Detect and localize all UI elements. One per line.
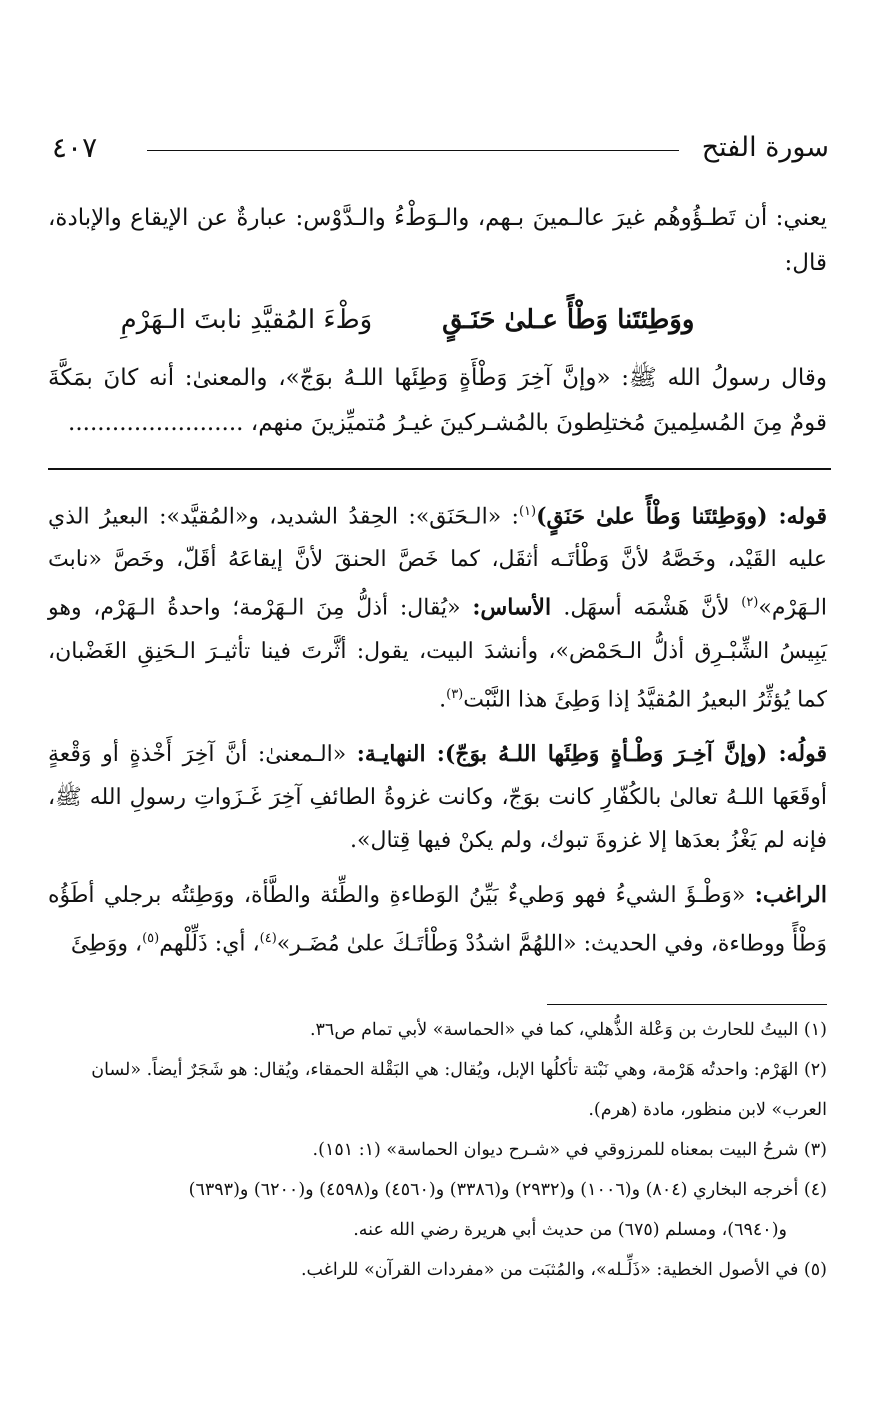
commentary-paragraph-3 bbox=[48, 874, 827, 965]
quote-lead: قولُه: (وإنَّ آخِـرَ وَطْـأةٍ وَطِئَها اللـهُ بوَجّ): bbox=[436, 740, 827, 767]
commentary-paragraph-1 bbox=[48, 490, 827, 721]
commentary-text: «يُقال: أذلُّ مِنَ الـهَرْمة؛ واحدةُ الـهَرْم، وهو يَبِيسُ الشِّبْـرِق أذلُّ الـحَمْض»، وأنشدَ البيت، يقول: أثَّرتَ فينا تأثيـرَ الـحَنِقِ الغَضْبان، كما يُؤثِّرُ البعيرُ المُقيَّدُ إذا وَطِئَ هذا النَّبْت bbox=[48, 595, 827, 712]
commentary bbox=[48, 490, 827, 977]
footnote-divider bbox=[547, 1004, 827, 1005]
commentary-text: «وَطْـؤَ الشيءُ فهو وَطيءٌ بَيِّنُ الوَطاءةِ والطِّئة والطَّأة، ووَطِئتُه برجلي أطَؤُه وَطْأً ووطاءة، وفي الحديث: «اللهُمَّ اشدُدْ وَطْأتَـكَ علىٰ مُضَـر» bbox=[48, 882, 827, 957]
footnote-ref: (٤) bbox=[259, 930, 277, 946]
footnotes bbox=[50, 1010, 827, 1290]
footnote-3: (٣) شرحُ البيت بمعناه للمرزوقي في «شـرح ديوان الحماسة» (١: ١٥١). bbox=[312, 1140, 827, 1160]
footnote-ref: (١) bbox=[518, 504, 537, 519]
verse-second-hemistich: وَطْءَ المُقيَّدِ نابتَ الـهَرْمِ bbox=[120, 305, 373, 335]
page-number: ٤٠٧ bbox=[52, 131, 98, 164]
commentary-text: . bbox=[439, 686, 447, 712]
commentary-paragraph-2 bbox=[48, 733, 827, 862]
footnote-ref: (٢) bbox=[741, 595, 759, 611]
commentary-text: ، ووَطِئَ bbox=[70, 931, 143, 957]
main-divider bbox=[48, 468, 831, 470]
footnote-2: (٢) الهَرْم: واحدتُه هَرْمة، وهي نَبْتة تأكلُها الإبل، ويُقال: هي البَقْلة الحمقاء، ويُقال: هو شَجَرٌ أيضاً. «لسان العرب» لابن منظور، مادة (هرم). bbox=[91, 1060, 827, 1120]
quote-lead: قوله: (ووَطِئتَنا وَطْأً علىٰ حَنَقٍ) bbox=[536, 503, 827, 530]
footnote-ref: (٣) bbox=[446, 686, 464, 702]
footnote-1: (١) البيتُ للحارث بن وَعْلة الذُّهلي، كما في «الحماسة» لأبي تمام ص٣٦. bbox=[309, 1020, 827, 1040]
commentary-text: «الـمعنىٰ: أنَّ آخِرَ أَخْذةٍ أو وَقْعةٍ أوقَعَها اللـهُ تعالىٰ بالكُفّارِ كانت بوَجّ، وكانت غزوةُ الطائفِ آخِرَ غَـزَواتِ رسولِ الله ﷺ، فإنه لم يَغْزُ بعدَها إلا غزوةَ تبوك، ولم يكنْ فيها قِتال». bbox=[48, 741, 827, 853]
source-label: النهايـة: bbox=[356, 740, 437, 767]
verse-first-hemistich: ووَطِئتَنا وَطْأً عـلىٰ حَنَـقٍ bbox=[442, 305, 695, 335]
surah-title: سورة الفتح bbox=[701, 132, 829, 163]
page-header bbox=[52, 128, 829, 168]
commentary-text: ، أي: ذَلِّلْهم bbox=[159, 931, 260, 957]
poetry-verse bbox=[48, 290, 827, 350]
main-paragraph-2: وقال رسولُ الله ﷺ: «وإنَّ آخِرَ وَطْأَةٍ وَطِئَها اللـهُ بوَجّ»، والمعنىٰ: أنه كانَ بمَكَّةَ قومٌ مِنَ المُسلِمينَ مُختلِطونَ بالمُشـركينَ غيـرُ مُتميِّزينَ منهم، ........................ bbox=[48, 365, 827, 436]
commentary-text: لأنَّ هَشْمَه أسهَل. bbox=[563, 595, 742, 621]
footnote-ref: (٥) bbox=[142, 930, 160, 946]
source-label: الراغب: bbox=[754, 881, 827, 908]
footnote-5: (٥) في الأصول الخطية: «ذَلِّـله»، والمُثبَت من «مفردات القرآن» للراغب. bbox=[300, 1260, 827, 1280]
header-rule bbox=[147, 150, 679, 151]
footnote-4-continued: و(٦٩٤٠)، ومسلم (٦٧٥) من حديث أبي هريرة رضي الله عنه. bbox=[353, 1220, 787, 1240]
commentary-text: : «الـحَنَق»: الحِقدُ الشديد، و«المُقيَّد»: البعيرُ الذي عليه القَيْد، وخَصَّهُ لأنَّ وَطْأتَـه أثقَل، كما خَصَّ الحنقَ لأنَّ إيقاعَهُ أقَلّ، وخَصَّ «نابتَ الـهَرْم» bbox=[48, 504, 827, 621]
footnote-4: (٤) أخرجه البخاري (٨٠٤) و(١٠٠٦) و(٢٩٣٢) و(٣٣٨٦) و(٤٥٦٠) و(٤٥٩٨) و(٦٢٠٠) و(٦٣٩٣) bbox=[188, 1180, 827, 1200]
main-text bbox=[48, 196, 827, 446]
source-label: الأساس: bbox=[472, 594, 564, 621]
main-paragraph-1: يعني: أن تَطـؤُوهُم غيرَ عالـمينَ بـهم، والـوَطْءُ والـدَّوْس: عبارةٌ عن الإيقاع والإبادة، قال: bbox=[48, 205, 827, 276]
